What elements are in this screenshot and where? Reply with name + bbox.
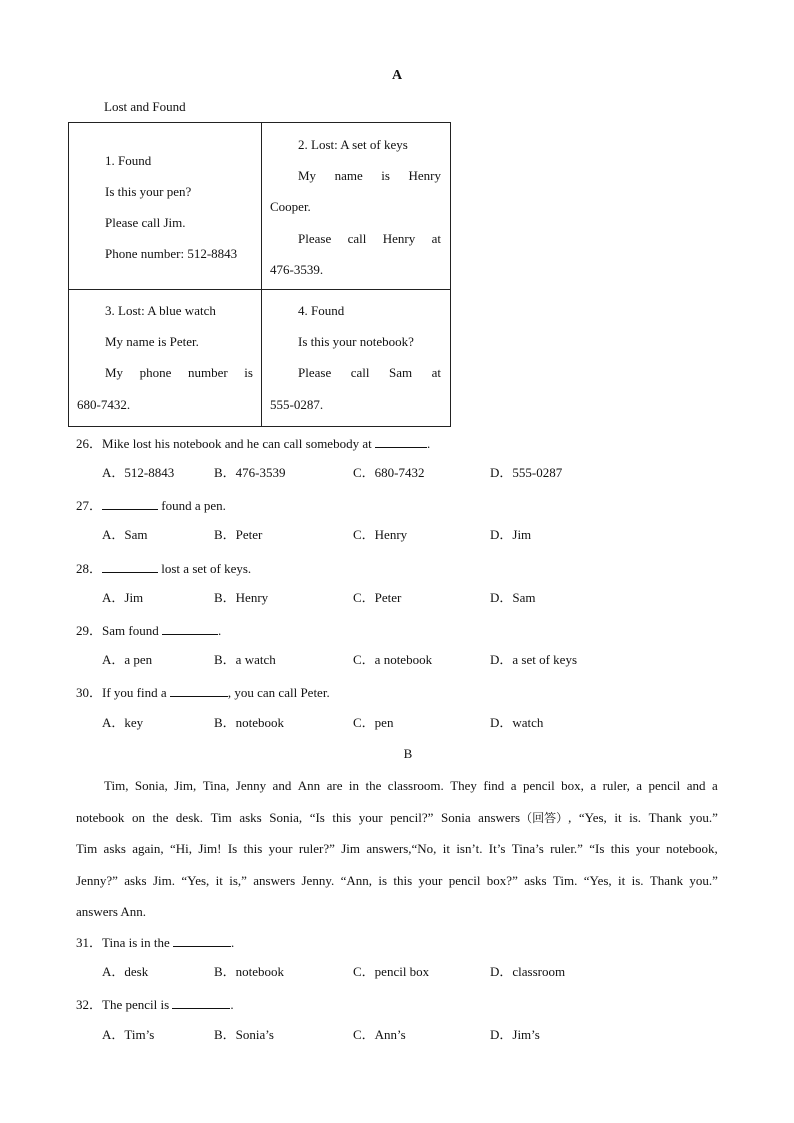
answer-blank — [172, 995, 230, 1009]
answer-blank — [162, 621, 218, 635]
option-c[interactable]: C．Ann’s — [353, 1027, 406, 1042]
notice-heading: 3. Lost: A blue watch — [105, 303, 216, 318]
option-b[interactable]: B．Peter — [214, 527, 263, 542]
question-30: 30．If you find a , you can call Peter. — [76, 685, 330, 700]
notice-line: 476-3539. — [270, 262, 324, 277]
answer-blank — [102, 559, 158, 573]
option-d[interactable]: D．Sam — [490, 590, 536, 605]
notice-4-found-notebook — [262, 290, 451, 427]
notice-heading: 2. Lost: A set of keys — [298, 137, 408, 152]
reading-passage — [76, 778, 718, 936]
notice-line: Is this your notebook? — [298, 334, 414, 349]
option-a[interactable]: A．key — [102, 715, 144, 730]
passage-line: notebook on the desk. Tim asks Sonia, “Is this your pencil?” Sonia answers（回答）, “Yes, it is. Thank you.” — [76, 809, 718, 825]
option-c[interactable]: C．pencil box — [353, 964, 430, 979]
option-c[interactable]: C．Peter — [353, 590, 402, 605]
option-a[interactable]: A．Tim’s — [102, 1027, 155, 1042]
answer-blank — [170, 683, 228, 697]
answer-blank — [102, 496, 158, 510]
option-b[interactable]: B．a watch — [214, 652, 276, 667]
notice-line-justified: Please call Henry at — [298, 231, 441, 246]
notice-2-lost-keys — [262, 123, 451, 290]
notice-line: 680-7432. — [77, 397, 131, 412]
option-c[interactable]: C．680-7432 — [353, 465, 425, 480]
option-a[interactable]: A．a pen — [102, 652, 153, 667]
notice-1-found-pen — [69, 123, 262, 290]
option-d[interactable]: D．Jim’s — [490, 1027, 540, 1042]
notice-line-justified: My phone number is — [105, 365, 253, 380]
passage-line: Tim, Sonia, Jim, Tina, Jenny and Ann are in the classroom. They find a pencil box, a ruler, a pencil and a — [104, 778, 718, 793]
answer-blank — [375, 434, 427, 448]
question-31: 31．Tina is in the . — [76, 935, 235, 950]
lost-and-found-table — [68, 122, 451, 427]
option-d[interactable]: D．a set of keys — [490, 652, 578, 667]
notice-3-lost-watch — [69, 290, 262, 427]
option-a[interactable]: A．Sam — [102, 527, 148, 542]
question-29: 29．Sam found . — [76, 623, 222, 638]
option-a[interactable]: A．512-8843 — [102, 465, 175, 480]
option-b[interactable]: B．Sonia’s — [214, 1027, 274, 1042]
question-27: 27． found a pen. — [76, 498, 226, 513]
notice-line: Cooper. — [270, 199, 311, 214]
notice-line: Is this your pen? — [105, 184, 192, 199]
option-c[interactable]: C．Henry — [353, 527, 408, 542]
option-b[interactable]: B．notebook — [214, 715, 285, 730]
section-b-label: B — [403, 746, 413, 761]
answer-blank — [173, 933, 231, 947]
option-d[interactable]: D．555-0287 — [490, 465, 563, 480]
passage-line: Tim asks again, “Hi, Jim! Is this your ruler?” Jim answers,“No, it isn’t. It’s Tina’s ruler.” “Is this your notebook, — [76, 841, 718, 856]
option-a[interactable]: A．desk — [102, 964, 149, 979]
notice-line-justified: My name is Henry — [298, 168, 441, 183]
option-d[interactable]: D．watch — [490, 715, 544, 730]
notice-line-justified: Please call Sam at — [298, 365, 441, 380]
passage-line: Jenny?” asks Jim. “Yes, it is,” answers Jenny. “Ann, is this your pencil box?” asks Tim. “Yes, it is. Thank you.” — [76, 872, 718, 888]
notice-line: Please call Jim. — [105, 215, 186, 230]
question-26: 26．Mike lost his notebook and he can call somebody at . — [76, 436, 431, 451]
notice-heading: 1. Found — [105, 153, 152, 168]
option-d[interactable]: D．Jim — [490, 527, 532, 542]
notice-line: 555-0287. — [270, 397, 324, 412]
question-32: 32．The pencil is . — [76, 997, 234, 1012]
option-c[interactable]: C．a notebook — [353, 652, 433, 667]
option-b[interactable]: B．Henry — [214, 590, 269, 605]
option-a[interactable]: A．Jim — [102, 590, 144, 605]
notice-line: Phone number: 512-8843 — [105, 246, 238, 261]
section-a-label: A — [391, 68, 403, 83]
option-c[interactable]: C．pen — [353, 715, 394, 730]
notice-heading: 4. Found — [298, 303, 345, 318]
option-b[interactable]: B．notebook — [214, 964, 285, 979]
question-28: 28． lost a set of keys. — [76, 561, 252, 576]
passage-line: answers Ann. — [76, 904, 147, 919]
option-b[interactable]: B．476-3539 — [214, 465, 286, 480]
lost-and-found-title: Lost and Found — [104, 99, 186, 114]
notice-line: My name is Peter. — [105, 334, 199, 349]
option-d[interactable]: D．classroom — [490, 964, 566, 979]
